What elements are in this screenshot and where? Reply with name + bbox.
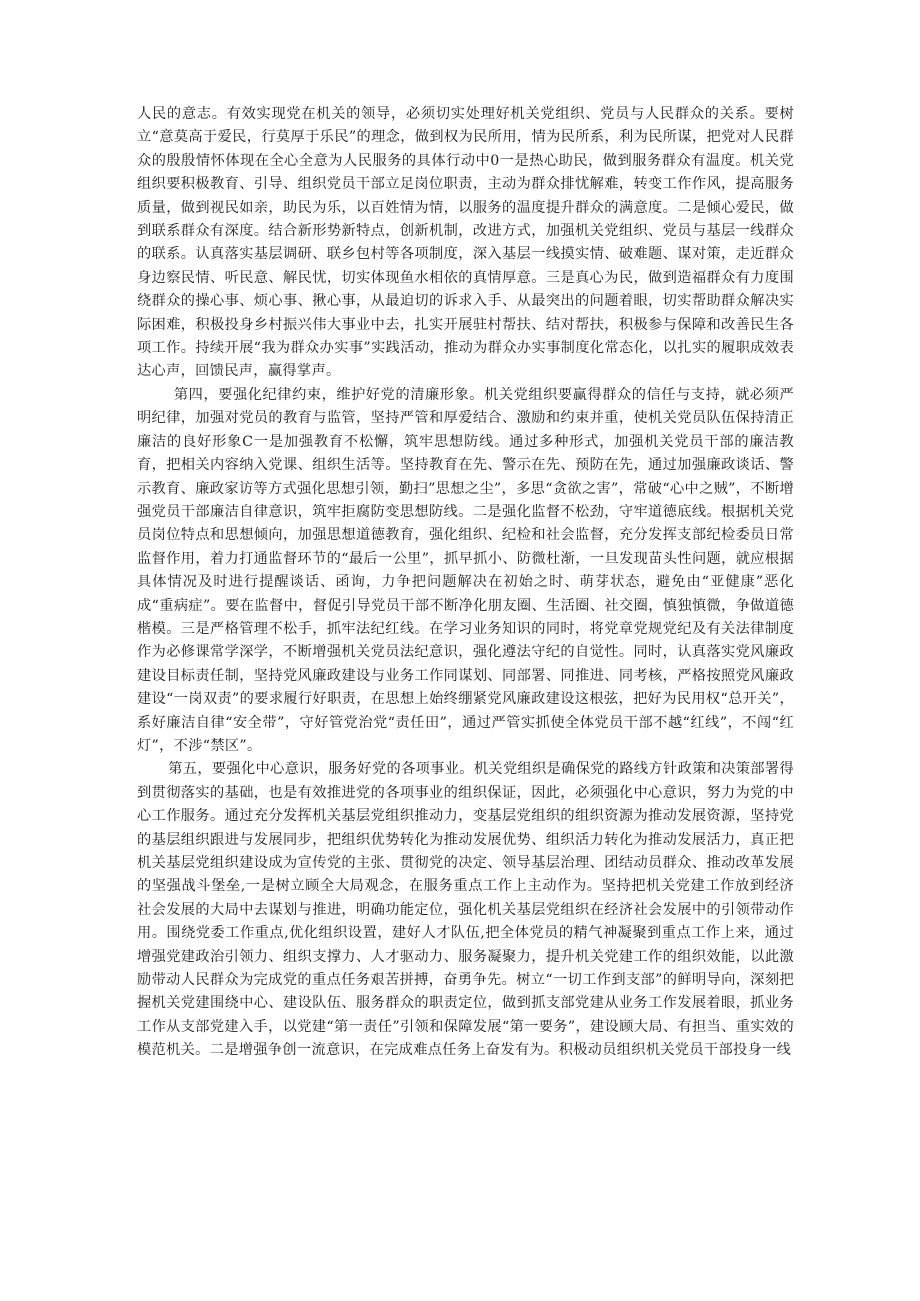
paragraph-serving-the-people-continuation: 人民的意志。有效实现党在机关的领导，必须切实处理好机关党组织、党员与人民群众的关系。要树立“意莫高于爱民，行莫厚于乐民”的理念，做到权为民所用，情为民所系，利为民所谋，把党对人民群众的殷殷情怀体现在全心全意为人民服务的具体行动中0一是热心助民，做到服务群众有温度。机关党组织要积极教育、引导、组织党员干部立足岗位职责，主动为群众排忧解难，转变工作作风，提高服务质量，做到视民如亲，助民为乐，以百姓情为情，以服务的温度提升群众的满意度。二是倾心爱民，做到联系群众有深度。结合新形势新特点，创新机制，改进方式，加强机关党组织、党员与基层一线群众的联系。认真落实基层调研、联乡包村等各项制度，深入基层一线摸实情、破难题、谋对策，走近群众身边察民情、听民意、解民忧，切实体现鱼水相依的真情厚意。三是真心为民，做到造福群众有力度围绕群众的操心事、烦心事、揪心事，从最迫切的诉求入手、从最突出的问题着眼，切实帮助群众解决实际困难，积极投身乡村振兴伟大事业中去，扎实开展驻村帮扶、结对帮扶，积极参与保障和改善民生各项工作。持续开展“我为群众办实事”实践活动，推动为群众办实事制度化常态化，以扎实的履职成效表达心声，回馈民声，赢得掌声。	[137, 106, 794, 380]
paragraph-fourth-discipline: 第四，要强化纪律约束，维护好党的清廉形象。机关党组织要赢得群众的信任与支持，就必须严明纪律，加强对党员的教育与监管，坚持严管和厚爱结合、激励和约束并重，使机关党员队伍保持清正廉洁的良好形象C一是加强教育不松懈，筑牢思想防线。通过多种形式，加强机关党员干部的廉洁教育，把相关内容纳入党课、组织生活等。坚持教育在先、警示在先、预防在先，通过加强廉政谈话、警示教育、廉政家访等方式强化思想引领，勤扫”思想之尘”，多思“贪欲之害”，常破“心中之贼”，不断增强党员干部廉洁自律意识，筑牢拒腐防变思想防线。二是强化监督不松劲，守牢道德底线。根据机关党员岗位特点和思想倾向，加强思想道德教育，强化组织、纪检和社会监督，充分发挥支部纪检委员日常监督作用，着力打通监督环节的“最后一公里”，抓早抓小、防微杜渐，一旦发现苗头性问题，就应根据具体情况及时进行提醒谈话、函询，力争把问题解决在初始之时、萌芽状态，避免由“亚健康”恶化成“重病症”。要在监督中，督促引导党员干部不断净化朋友圈、生活圈、社交圈，慎独慎微，争做道德楷模。三是严格管理不松手，抓牢法纪红线。在学习业务知识的同时，将党章党规党纪及有关法律制度作为必修课常学深学，不断增强机关党员法纪意识，强化遵法守纪的自觉性。同时，认真落实党风廉政建设目标责任制，坚持党风廉政建设与业务工作同谋划、同部署、同推进、同考核，严格按照党风廉政建设“一岗双责”的要求履行好职责，在思想上始终绷紧党风廉政建设这根弦，把好为民用权“总开关”，系好廉洁自律“安全带”，守好管党治党“责任田”，通过严管实抓使全体党员干部不越“红线”，不闯“红灯”，不涉“禁区”。	[137, 386, 794, 754]
paragraph-fifth-central-awareness: 第五，要强化中心意识，服务好党的各项事业。机关党组织是确保党的路线方针政策和决策部署得到贯彻落实的基础，也是有效推进党的各项事业的组织保证，因此，必须强化中心意识，努力为党的中心工作服务。通过充分发挥机关基层党组织推动力，变基层党组织的组织资源为推动发展资源，坚持党的基层组织跟进与发展同步，把组织优势转化为推动发展优势、组织活力转化为推动发展活力，真正把机关基层党组织建设成为宣传党的主张、贯彻党的决定、领导基层治理、团结动员群众、推动改革发展的坚强战斗堡垒,一是树立顾全大局观念，在服务重点工作上主动作为。坚持把机关党建工作放到经济社会发展的大局中去谋划与推进，明确功能定位，强化机关基层党组织在经济社会发展中的引领带动作用。围绕党委工作重点,优化组织设置，建好人才队伍,把全体党员的精气神凝聚到重点工作上来，通过增强党建政治引领力、组织支撑力、人才驱动力、服务凝聚力，提升机关党建工作的组织效能，以此激励带动人民群众为完成党的重点任务艰苦拼搏，奋勇争先。树立“一切工作到支部”的鲜明导向，深刻把握机关党建围绕中心、建设队伍、服务群众的职责定位，做到抓支部党建从业务工作发展着眼，抓业务工作从支部党建入手，以党建“第一责任”引领和保障发展“第一要务”，建设顾大局、有担当、重实效的模范机关。二是增强争创一流意识，在完成难点任务上奋发有为。积极动员组织机关党员干部投身一线	[137, 761, 794, 1059]
document-body	[137, 103, 794, 1063]
